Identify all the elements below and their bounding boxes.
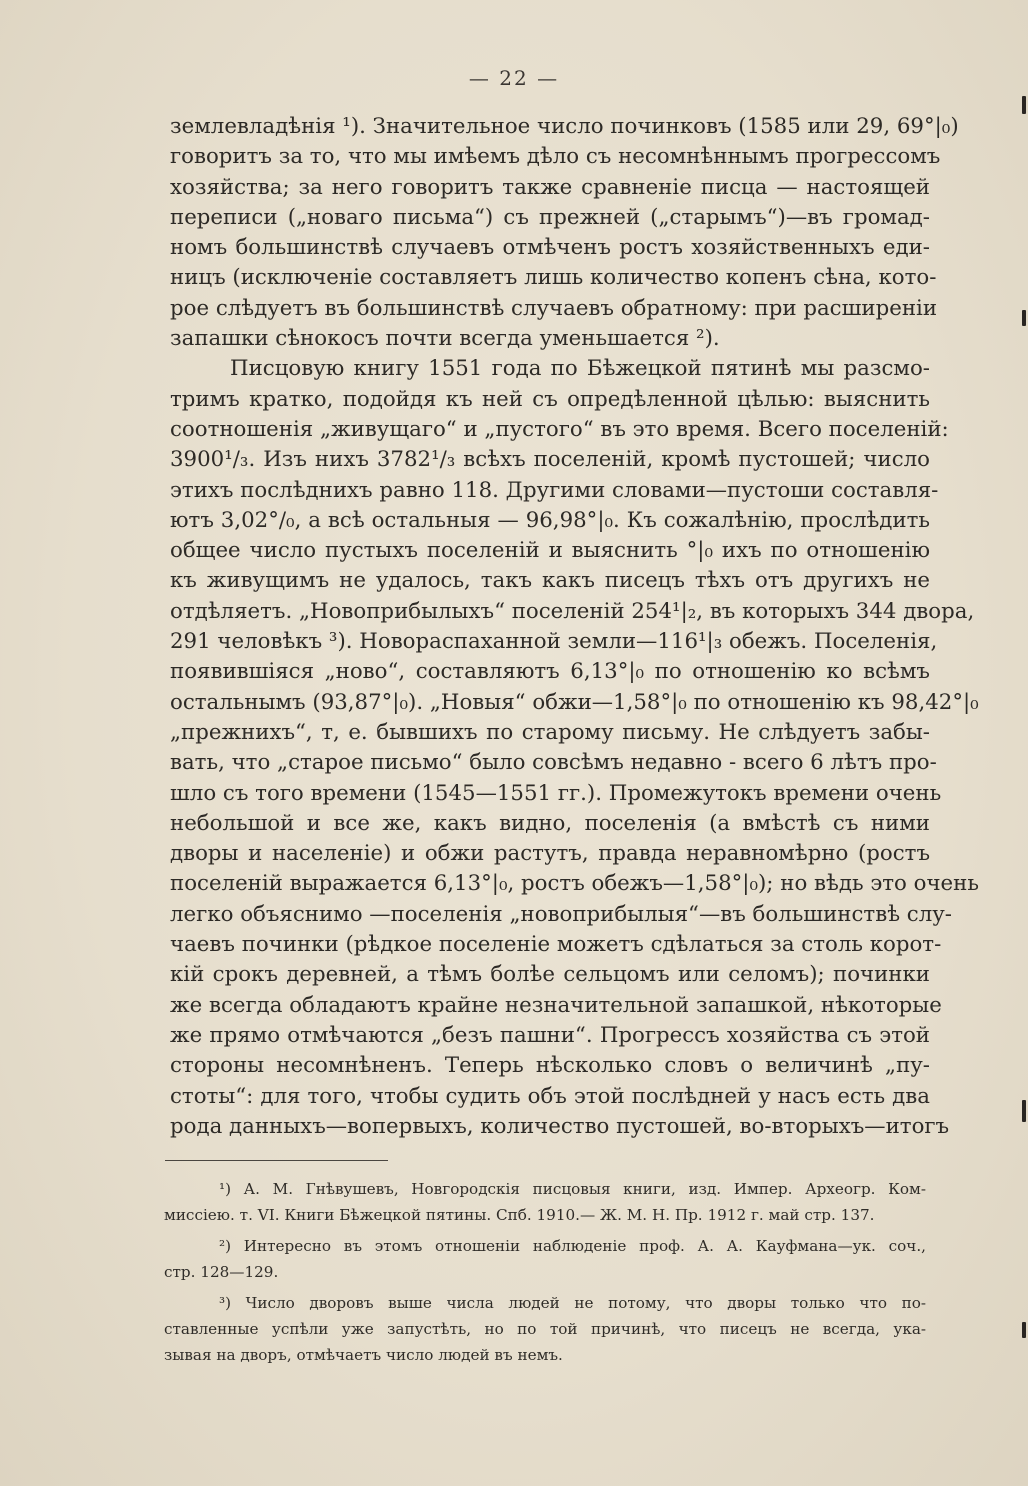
text-line: кій срокъ деревней, а тѣмъ болѣе сельцомъ или селомъ); починки [170,962,930,988]
footnote-divider [165,1160,388,1161]
text-line: номъ большинствѣ случаевъ отмѣченъ ростъ хозяйственныхъ еди- [170,235,930,261]
text-line: землевладѣнія ¹). Значительное число починковъ (1585 или 29, 69°|₀) [170,114,959,139]
text-line: небольшой и все же, какъ видно, поселенія (а вмѣстѣ съ ними [170,810,930,836]
page-number: — 22 — [468,66,560,90]
footnote-line: миссіею. т. VI. Книги Бѣжецкой пятины. Спб. 1910.— Ж. М. Н. Пр. 1912 г. май стр. 137. [164,1206,875,1224]
edge-mark [1022,96,1026,114]
text-line: стороны несомнѣненъ. Теперь нѣсколько словъ о величинѣ „пу- [170,1053,930,1079]
footnotes [164,1176,926,1373]
text-line: стоты“: для того, чтобы судить объ этой послѣдней у насъ есть два [170,1083,930,1109]
text-line: ницъ (исключеніе составляетъ лишь количество копенъ сѣна, кото- [170,265,937,291]
footnote-2 [164,1233,926,1285]
text-line: вать, что „старое письмо“ было совсѣмъ недавно - всего 6 лѣтъ про- [170,750,937,776]
footnote-line: ²) Интересно въ этомъ отношеніи наблюденіе проф. А. А. Кауфмана—ук. соч., [219,1237,926,1255]
text-line: хозяйства; за него говоритъ также сравненіе писца — настоящей [170,174,930,200]
text-line: шло съ того времени (1545—1551 гг.). Промежутокъ времени очень [170,780,942,806]
text-line: соотношенія „живущаго“ и „пустого“ въ это время. Всего поселеній: [170,416,949,442]
footnote-line: ставленные успѣли уже запустѣть, но по той причинѣ, что писецъ не всегда, ука- [164,1320,926,1338]
edge-mark [1022,310,1026,326]
footnote-line: зывая на дворъ, отмѣчаетъ число людей въ немъ. [164,1346,563,1364]
text-line: рое слѣдуетъ въ большинствѣ случаевъ обратному: при расширеніи [170,295,938,321]
paragraph-2 [170,354,979,1142]
footnote-line: ³) Число дворовъ выше числа людей не потому, что дворы только что по- [219,1294,926,1312]
text-line: отдѣляетъ. „Новоприбылыхъ“ поселеній 254¹|₂, въ которыхъ 344 двора, [170,598,975,624]
paragraph-1 [170,112,959,354]
edge-mark [1022,1322,1026,1338]
text-line: дворы и населеніе) и обжи растутъ, правда неравномѣрно (ростъ [170,841,930,867]
edge-mark [1022,1100,1026,1122]
main-text [170,112,979,1142]
text-line: общее число пустыхъ поселеній и выяснить °|₀ ихъ по отношенію [170,538,930,564]
text-line: 291 человѣкъ ³). Новораспаханной земли—116¹|₃ обежъ. Поселенія, [170,629,938,655]
text-line: остальнымъ (93,87°|₀). „Новыя“ обжи—1,58°|₀ по отношенію къ 98,42°|₀ [170,689,979,715]
text-line: Писцовую книгу 1551 года по Бѣжецкой пятинѣ мы разсмо- [230,356,930,382]
footnote-1 [164,1176,926,1228]
footnote-3 [164,1290,926,1368]
text-line: къ живущимъ не удалось, такъ какъ писецъ тѣхъ отъ другихъ не [170,568,930,594]
text-line: этихъ послѣднихъ равно 118. Другими словами—пустоши составля- [170,477,939,503]
text-line: запашки сѣнокосъ почти всегда уменьшается ²). [170,326,720,352]
text-line: 3900¹/₃. Изъ нихъ 3782¹/₃ всѣхъ поселеній, кромѣ пустошей; число [170,447,930,473]
footnote-line: ¹) А. М. Гнѣвушевъ, Новгородскія писцовыя книги, изд. Импер. Археогр. Ком- [219,1180,926,1198]
text-line: поселеній выражается 6,13°|₀, ростъ обежъ—1,58°|₀); но вѣдь это очень [170,871,979,897]
text-line: рода данныхъ—вопервыхъ, количество пустошей, во-вторыхъ—итогъ [170,1113,950,1139]
text-line: ютъ 3,02°/₀, а всѣ остальныя — 96,98°|₀. Къ сожалѣнію, прослѣдить [170,507,930,533]
text-line: же прямо отмѣчаются „безъ пашни“. Прогрессъ хозяйства съ этой [170,1022,930,1048]
text-line: же всегда обладаютъ крайне незначительной запашкой, нѣкоторые [170,992,942,1018]
footnote-line: стр. 128—129. [164,1263,279,1281]
text-line: „прежнихъ“, т, е. бывшихъ по старому письму. Не слѣдуетъ забы- [170,719,930,745]
text-line: чаевъ починки (рѣдкое поселеніе можетъ сдѣлаться за столь корот- [170,932,942,958]
text-line: говоритъ за то, что мы имѣемъ дѣло съ несомнѣннымъ прогрессомъ [170,144,941,170]
text-line: тримъ кратко, подойдя къ ней съ опредѣленной цѣлью: выяснить [170,386,930,412]
text-line: переписи („новаго письма“) съ прежней („старымъ“)—въ громад- [170,204,930,230]
text-line: легко объяснимо —поселенія „новоприбылыя“—въ большинствѣ слу- [170,901,952,927]
text-line: появившіяся „ново“, составляютъ 6,13°|₀ по отношенію ко всѣмъ [170,659,930,685]
